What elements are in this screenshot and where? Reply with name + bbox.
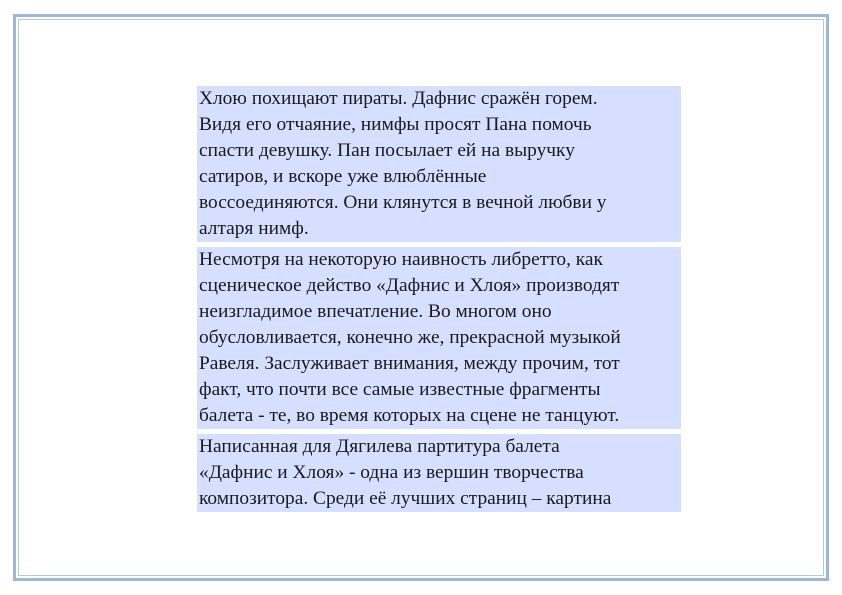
slide-text-block <box>197 86 681 512</box>
paragraph-3: Написанная для Дягилева партитура балета «Дафнис и Хлоя» - одна из вершин творчества композитора. Среди её лучших страниц – картина <box>197 434 681 512</box>
paragraph-1: Хлою похищают пираты. Дафнис сражён горем. Видя его отчаяние, нимфы просят Пана помочь спасти девушку. Пан посылает ей на выручку сатиров, и вскоре уже влюблённые воссоединяются. Они клянутся в вечной любви у алтаря нимф. <box>197 86 681 242</box>
paragraph-2: Несмотря на некоторую наивность либретто, как сценическое действо «Дафнис и Хлоя» производят неизгладимое впечатление. Во многом оно обусловливается, конечно же, прекрасной музыкой Равеля. Заслуживает внимания, между прочим, тот факт, что почти все самые известные фрагменты балета - те, во время которых на сцене не танцуют. <box>197 247 681 429</box>
